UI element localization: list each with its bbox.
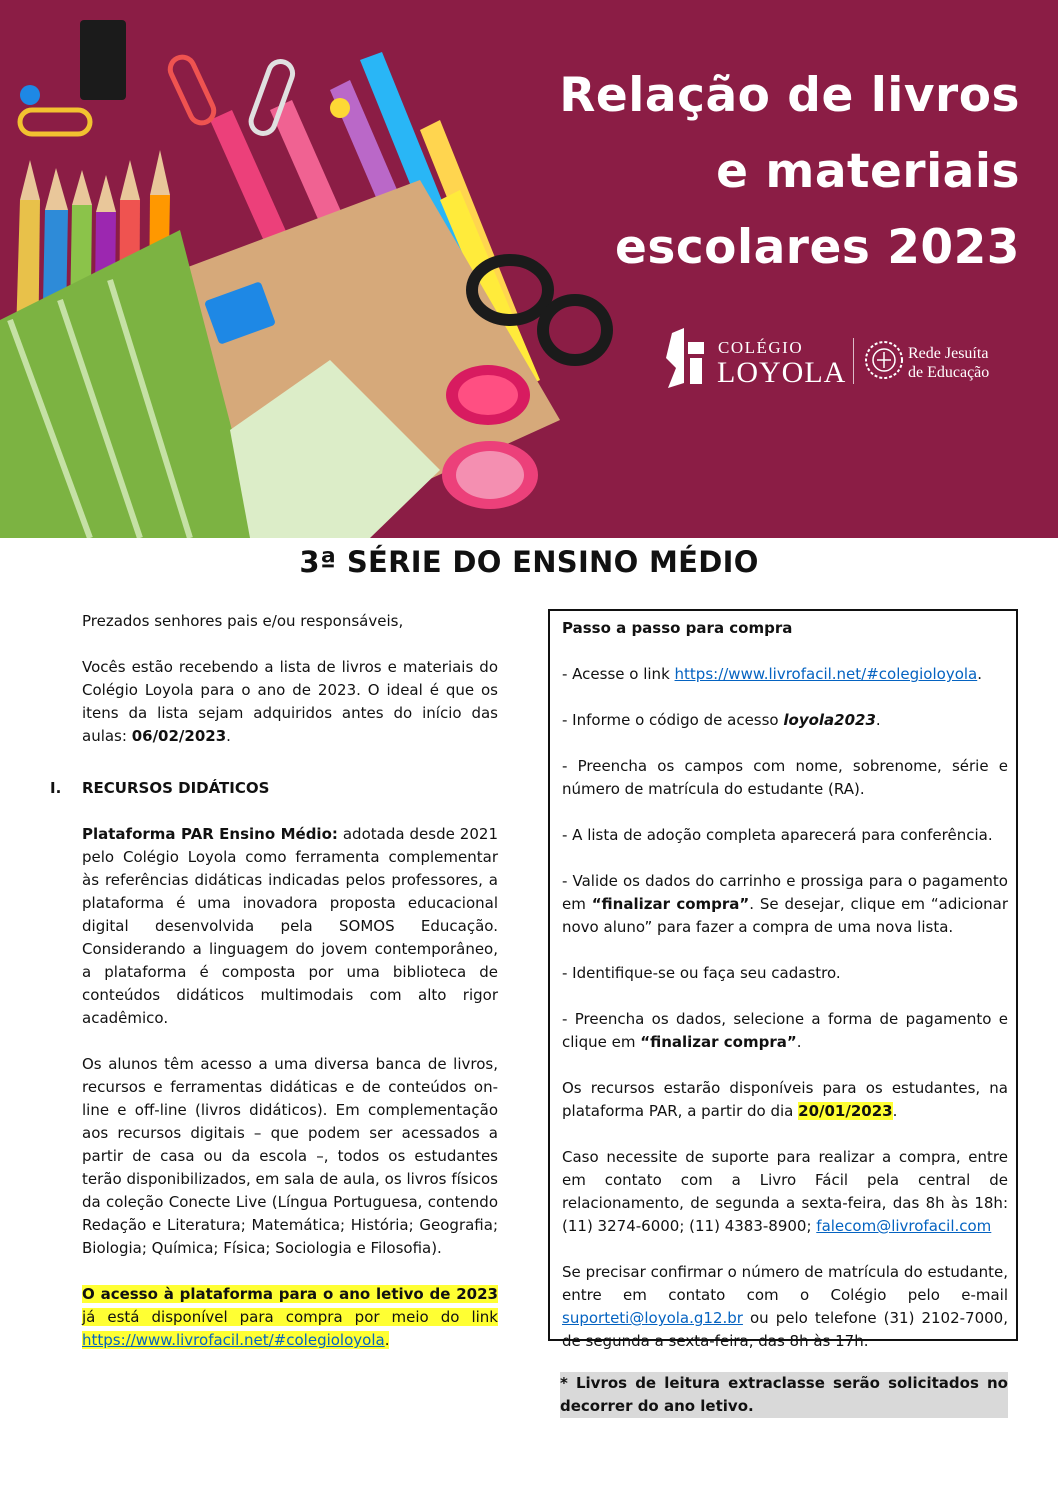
livrofacil-link[interactable]: https://www.livrofacil.net/#colegioloyola (674, 665, 978, 683)
page-title: 3ª SÉRIE DO ENSINO MÉDIO (299, 545, 759, 579)
purchase-steps-box (548, 609, 1018, 1350)
step-1-end: . (977, 665, 983, 683)
banner-title-line: Relação de livros (559, 68, 1020, 123)
logo-loyola-text: LOYOLA (717, 356, 847, 389)
step-4: - A lista de adoção completa aparecerá para conferência. (562, 826, 993, 844)
purchase-steps-content (562, 617, 1008, 1353)
binder-clip-icon (80, 20, 126, 100)
left-column (82, 610, 498, 748)
banner-title (559, 58, 1020, 286)
header-banner (0, 0, 1058, 538)
resources-text: Os recursos estarão disponíveis para os estudantes, na plataforma PAR, a partir do dia (562, 1079, 1008, 1120)
intro-end: . (226, 727, 231, 745)
paper-clip-icon (20, 53, 296, 137)
logo-colegio-text: COLÉGIO (718, 338, 804, 357)
step-5-text: - Valide os dados do carrinho e prossiga para o pagamento em (562, 872, 1008, 913)
access-code: loyola2023 (783, 711, 876, 729)
access-paragraph: Os alunos têm acesso a uma diversa banca de livros, recursos e ferramentas didáticas e de conteúdos on-line e off-line (livros didáticos). Em complementação aos recursos digitais – que podem ser acessados a partir de casa ou da escola –, todos os estudantes terão disponibilizados, em sala de aula, os livros físicos da coleção Conecte Live (Língua Portuguesa, contendo Redação e Literatura; Matemática; História; Geografia; Biologia; Química; Física; Sociologia e Filosofia). (82, 1055, 498, 1257)
push-pin-icon (20, 85, 40, 105)
intro-date: 06/02/2023 (131, 727, 227, 745)
step-6: - Identifique-se ou faça seu cadastro. (562, 964, 841, 982)
logo-rede-text (908, 344, 989, 382)
step-1 (562, 663, 1008, 686)
step-5-end: . Se desejar, clique em “adicionar novo aluno” para fazer a compra de uma nova lista. (562, 895, 1008, 936)
section-heading (50, 777, 269, 800)
rede-jesuita-seal-icon (864, 340, 904, 380)
step-5 (562, 870, 1008, 939)
intro-paragraph (82, 656, 498, 748)
step-7-end: . (796, 1033, 802, 1051)
reading-books-note: * Livros de leitura extraclasse serão solicitados no decorrer do ano letivo. (560, 1372, 1008, 1418)
step-5-action: “finalizar compra” (591, 895, 750, 913)
step-1-text: - Acesse o link (562, 665, 675, 683)
logo-divider (853, 338, 854, 384)
section-number: I. (50, 779, 62, 797)
banner-title-line: e materiais (716, 144, 1020, 199)
step-2 (562, 709, 1008, 732)
support-text: Caso necessite de suporte para realizar a compra, entre em contato com a Livro Fácil pela central de relacionamento, de segunda a sexta-feira, das 8h às 18h: (11) 3274-6000; (11) 4383-8900; (562, 1148, 1008, 1235)
step-7-action: “finalizar compra” (640, 1033, 797, 1051)
push-pin-icon (330, 98, 350, 118)
resources-date: 20/01/2023 (798, 1102, 893, 1120)
greeting: Prezados senhores pais e/ou responsáveis, (82, 612, 404, 630)
par-paragraph (82, 823, 498, 1030)
ti-email-link[interactable]: suporteti@loyola.g12.br (562, 1309, 743, 1327)
banner-title-line: escolares 2023 (614, 220, 1020, 275)
institution-logos (662, 326, 1022, 390)
colegio-loyola-logo-icon (662, 328, 708, 388)
support-email-link[interactable]: falecom@livrofacil.com (816, 1217, 992, 1235)
highlight-text: já está disponível para compra por meio do link (82, 1308, 498, 1326)
ra-paragraph (562, 1261, 1008, 1353)
logo-rede-line: de Educação (908, 364, 990, 381)
highlight-bold: O acesso à plataforma para o ano letivo de 2023 (82, 1285, 498, 1303)
support-paragraph (562, 1146, 1008, 1238)
left-column-body (82, 823, 498, 1352)
resources-end: . (892, 1102, 898, 1120)
highlight-end: . (384, 1331, 390, 1349)
intro-text: Vocês estão recebendo a lista de livros e materiais do Colégio Loyola para o ano de 2023. O ideal é que os itens da lista sejam adquiridos antes do início das aulas: (82, 658, 498, 745)
resources-paragraph (562, 1077, 1008, 1123)
step-3: - Preencha os campos com nome, sobrenome, série e número de matrícula do estudante (RA). (562, 757, 1008, 798)
logo-rede-line: Rede Jesuíta (908, 345, 989, 362)
step-2-end: . (875, 711, 881, 729)
section-title: RECURSOS DIDÁTICOS (82, 779, 270, 797)
step-2-text: - Informe o código de acesso (562, 711, 784, 729)
step-7-text: - Preencha os dados, selecione a forma de pagamento e clique em (562, 1010, 1008, 1051)
par-title: Plataforma PAR Ensino Médio: (82, 825, 338, 843)
platform-link[interactable]: https://www.livrofacil.net/#colegioloyola (82, 1331, 385, 1349)
ra-text-end: ou pelo telefone (31) 2102-7000, de segunda a sexta-feira, das 8h às 17h. (562, 1309, 1008, 1350)
step-7 (562, 1008, 1008, 1054)
ra-text: Se precisar confirmar o número de matrícula do estudante, entre em contato com o Colégio pelo e-mail (562, 1263, 1008, 1304)
steps-title: Passo a passo para compra (562, 619, 793, 637)
par-text: adotada desde 2021 pelo Colégio Loyola como ferramenta complementar às referências didáticas indicadas pelos professores, a plataforma é uma inovadora proposta educacional digital desenvolvida pela SOMOS Educação. Considerando a linguagem do jovem contemporâneo, a plataforma é composta por uma biblioteca de conteúdos didáticos multimodais com alto rigor acadêmico. (82, 825, 498, 1027)
highlight-paragraph (82, 1283, 498, 1352)
